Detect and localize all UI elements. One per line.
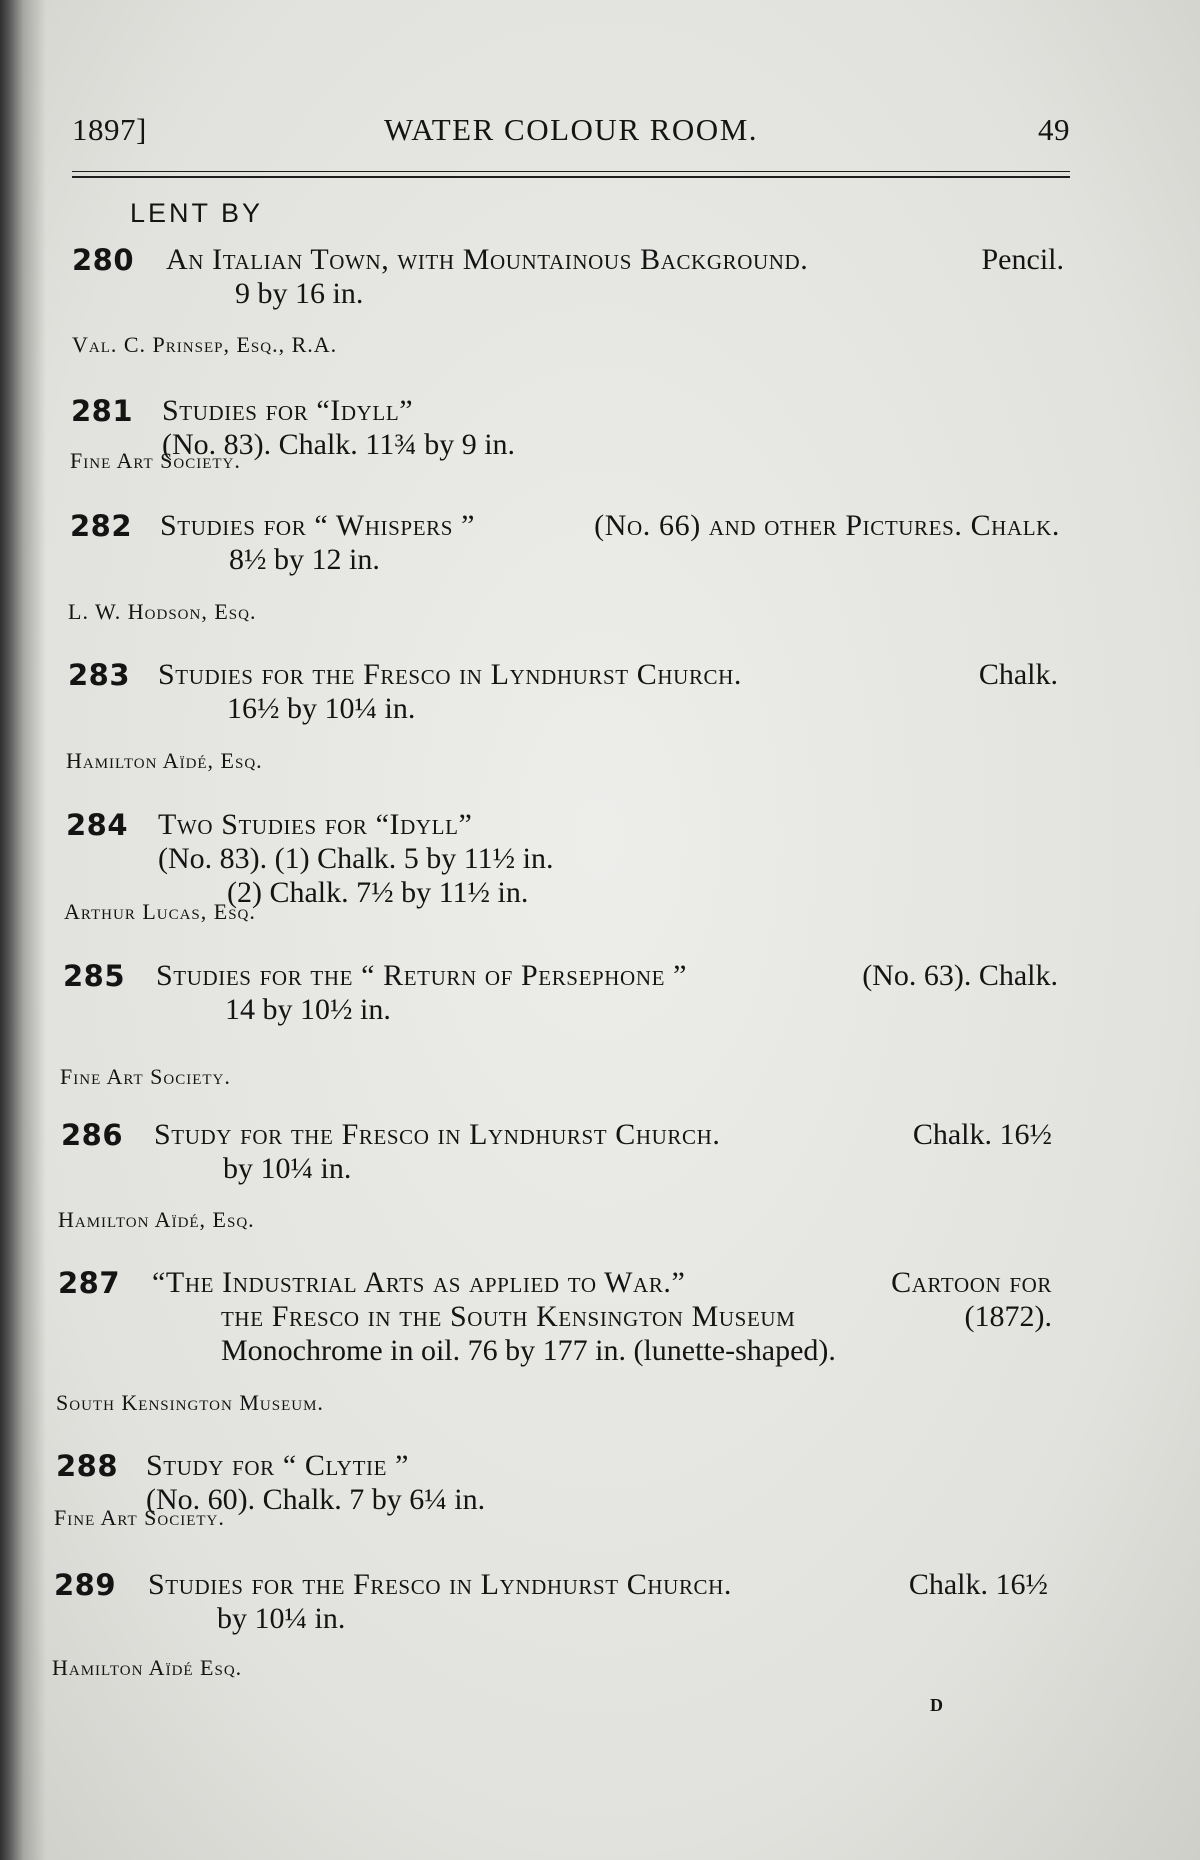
lender-281: Fine Art Society. (70, 448, 241, 473)
entry-title: Studies for the Fresco in Lyndhurst Church. (148, 1568, 733, 1601)
printer-signature-mark: D (930, 1695, 944, 1715)
lender-288: Fine Art Society. (54, 1505, 225, 1530)
entry-description (160, 509, 1060, 577)
entry-medium: (No. 63). Chalk. (862, 959, 1058, 992)
entry-medium: Chalk. 16½ (912, 1118, 1052, 1151)
entry-medium: (No. 83). (1) Chalk. 5 by 11½ in. (158, 842, 554, 875)
entry-description (166, 243, 1064, 311)
lender-285: Fine Art Society. (60, 1064, 231, 1089)
entry-number: 280 (72, 243, 135, 277)
entry-medium: Pencil. (981, 243, 1064, 276)
entry-number: 289 (54, 1568, 117, 1602)
header-title: WATER COLOUR ROOM. (383, 112, 759, 147)
entry-date: (1872). (964, 1300, 1052, 1333)
entry-description (158, 808, 1058, 910)
entry-description (154, 1118, 1052, 1186)
entry-title-continued: the Fresco in the South Kensington Museum (221, 1300, 796, 1333)
entry-title: Studies for the Fresco in Lyndhurst Church. (158, 658, 743, 691)
entry-number: 284 (66, 808, 129, 842)
entry-medium: Cartoon for (891, 1266, 1052, 1299)
entry-title: Studies for the “ Return of Persephone ” (156, 959, 688, 992)
entry-title: Studies for “ Whispers ” (160, 509, 476, 542)
entry-dimensions: 16½ by 10¼ in. (227, 692, 416, 725)
entry-dimensions: (2) Chalk. 7½ by 11½ in. (227, 876, 529, 909)
entry-title: Study for the Fresco in Lyndhurst Church. (154, 1118, 721, 1151)
entry-number: 282 (70, 509, 133, 543)
entry-dimensions: by 10¼ in. (217, 1602, 346, 1635)
entry-medium: (No. 60). Chalk. 7 by 6¼ in. (146, 1483, 486, 1516)
entry-description (156, 959, 1058, 1027)
lender-286: Hamilton Aïdé, Esq. (58, 1207, 255, 1232)
entry-number: 288 (56, 1449, 119, 1483)
entry-title: An Italian Town, with Mountainous Background. (166, 243, 809, 276)
lender-283: Hamilton Aïdé, Esq. (66, 748, 263, 773)
book-gutter-shadow (0, 0, 46, 1860)
page-number: 49 (1038, 112, 1070, 147)
entry-number: 281 (71, 394, 134, 428)
entry-description (158, 658, 1058, 726)
entry-description (148, 1568, 1048, 1636)
entry-medium: Chalk. (978, 658, 1058, 691)
entry-dimensions: 8½ by 12 in. (229, 543, 380, 576)
entry-title: “The Industrial Arts as applied to War.” (152, 1266, 686, 1299)
entry-title: Two Studies for “Idyll” (158, 808, 473, 841)
entry-title: Study for “ Clytie ” (146, 1449, 410, 1482)
lender-289: Hamilton Aïdé Esq. (52, 1655, 243, 1680)
entry-description (152, 1266, 1052, 1368)
lender-287: South Kensington Museum. (56, 1390, 324, 1415)
entry-description (162, 394, 1062, 462)
lender-280: Val. C. Prinsep, Esq., R.A. (72, 332, 338, 357)
entry-medium: (No. 83). Chalk. 11¾ by 9 in. (162, 428, 516, 461)
entry-dimensions: Monochrome in oil. 76 by 177 in. (lunette-shaped). (221, 1334, 836, 1367)
entry-number: 285 (63, 959, 126, 993)
entry-title: Studies for “Idyll” (162, 394, 414, 427)
entry-medium: Chalk. 16½ (908, 1568, 1048, 1601)
lender-284: Arthur Lucas, Esq. (64, 899, 256, 924)
lent-by-label: LENT BY (130, 198, 264, 228)
entry-dimensions: by 10¼ in. (223, 1152, 352, 1185)
lender-282: L. W. Hodson, Esq. (68, 599, 257, 624)
header-year: 1897] (72, 112, 147, 147)
entry-number: 286 (61, 1118, 124, 1152)
running-header (72, 112, 1070, 158)
entry-dimensions: 9 by 16 in. (235, 277, 364, 310)
entry-number: 287 (58, 1266, 121, 1300)
header-rule-thick (72, 176, 1070, 178)
entry-medium: (No. 66) and other Pictures. Chalk. (594, 509, 1060, 542)
entry-number: 283 (68, 658, 131, 692)
entry-dimensions: 14 by 10½ in. (225, 993, 391, 1026)
entry-description (146, 1449, 1046, 1517)
header-rule-thin (72, 171, 1070, 172)
